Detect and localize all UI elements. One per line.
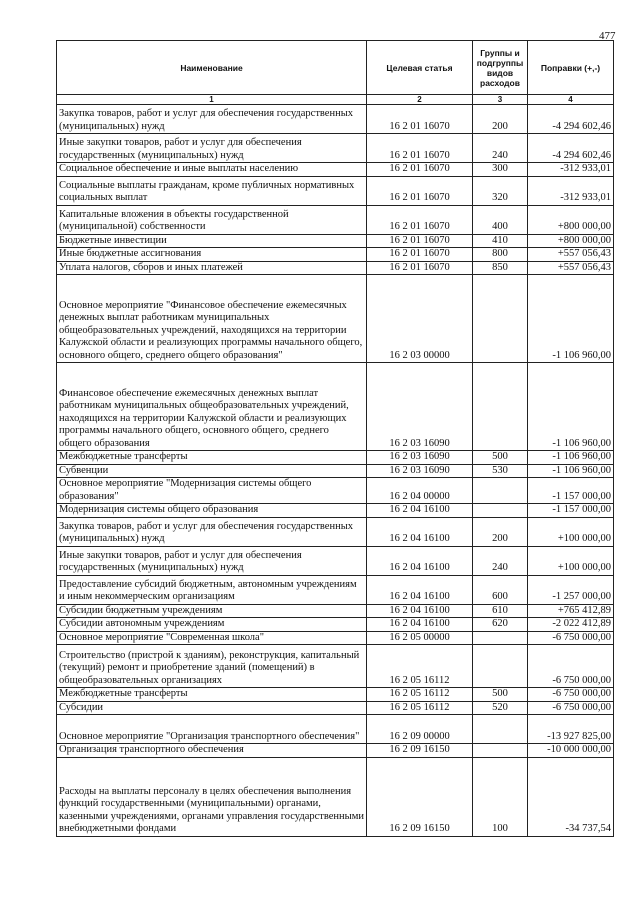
row-name-cell: Строительство (пристрой к зданиям), реконструкция, капитальный (текущий) ремонт и приобретение зданий (помещений) в общеобразовательных организациях: [57, 645, 367, 688]
row-amount-cell: -6 750 000,00: [528, 631, 614, 645]
table-row: [57, 134, 614, 163]
row-target-cell: 16 2 04 16100: [367, 604, 473, 618]
column-header-amendment: Поправки (+,-): [528, 41, 614, 95]
row-name-cell: Субсидии: [57, 701, 367, 715]
row-name-cell: Бюджетные инвестиции: [57, 234, 367, 248]
row-group-cell: [473, 744, 528, 758]
column-number: 3: [473, 95, 528, 105]
row-target-cell: 16 2 03 00000: [367, 275, 473, 363]
row-target-cell: 16 2 01 16070: [367, 248, 473, 262]
table-body: [57, 105, 614, 837]
table-row: [57, 575, 614, 604]
row-group-cell: 600: [473, 575, 528, 604]
row-amount-cell: -6 750 000,00: [528, 688, 614, 702]
table-row: [57, 163, 614, 177]
row-target-cell: 16 2 03 16090: [367, 451, 473, 465]
row-name-cell: Субсидии бюджетным учреждениям: [57, 604, 367, 618]
row-target-cell: 16 2 09 00000: [367, 715, 473, 744]
row-group-cell: [473, 715, 528, 744]
table-row: [57, 105, 614, 134]
row-group-cell: 300: [473, 163, 528, 177]
row-name-cell: Межбюджетные трансферты: [57, 451, 367, 465]
row-name-cell: Закупка товаров, работ и услуг для обеспечения государственных (муниципальных) нужд: [57, 105, 367, 134]
row-name-cell: Основное мероприятие "Организация транспортного обеспечения": [57, 715, 367, 744]
row-group-cell: 240: [473, 134, 528, 163]
row-amount-cell: -1 106 960,00: [528, 451, 614, 465]
row-name-cell: Межбюджетные трансферты: [57, 688, 367, 702]
row-amount-cell: -312 933,01: [528, 163, 614, 177]
table-row: [57, 275, 614, 363]
row-group-cell: 400: [473, 205, 528, 234]
row-name-cell: Иные бюджетные ассигнования: [57, 248, 367, 262]
row-name-cell: Субвенции: [57, 464, 367, 478]
row-target-cell: 16 2 01 16070: [367, 261, 473, 275]
table-row: [57, 701, 614, 715]
row-target-cell: 16 2 05 16112: [367, 701, 473, 715]
row-group-cell: 620: [473, 618, 528, 632]
budget-amendments-table: [56, 40, 614, 837]
row-name-cell: Основное мероприятие "Финансовое обеспечение ежемесячных денежных выплат работникам муниципальных общеобразовательных учреждений, находящихся на территории Калужской области и реализующих программы начального общего, основного общего, среднего общего образования": [57, 275, 367, 363]
row-amount-cell: -1 106 960,00: [528, 275, 614, 363]
row-group-cell: [473, 631, 528, 645]
table-row: [57, 261, 614, 275]
row-name-cell: Основное мероприятие "Современная школа": [57, 631, 367, 645]
row-name-cell: Капитальные вложения в объекты государственной (муниципальной) собственности: [57, 205, 367, 234]
row-target-cell: 16 2 09 16150: [367, 757, 473, 836]
row-target-cell: 16 2 04 16100: [367, 517, 473, 546]
row-name-cell: Иные закупки товаров, работ и услуг для обеспечения государственных (муниципальных) нужд: [57, 134, 367, 163]
row-amount-cell: +800 000,00: [528, 234, 614, 248]
row-amount-cell: +100 000,00: [528, 517, 614, 546]
row-amount-cell: +765 412,89: [528, 604, 614, 618]
row-name-cell: Модернизация системы общего образования: [57, 504, 367, 518]
row-target-cell: 16 2 01 16070: [367, 163, 473, 177]
table-row: [57, 688, 614, 702]
row-target-cell: 16 2 04 16100: [367, 546, 473, 575]
row-group-cell: 500: [473, 451, 528, 465]
table-row: [57, 464, 614, 478]
table-header-row: [57, 41, 614, 95]
row-target-cell: 16 2 05 16112: [367, 645, 473, 688]
row-name-cell: Предоставление субсидий бюджетным, автономным учреждениям и иным некоммерческим организациям: [57, 575, 367, 604]
row-group-cell: [473, 275, 528, 363]
row-name-cell: Основное мероприятие "Модернизация системы общего образования": [57, 478, 367, 504]
row-name-cell: Иные закупки товаров, работ и услуг для обеспечения государственных (муниципальных) нужд: [57, 546, 367, 575]
table-row: [57, 504, 614, 518]
row-group-cell: 500: [473, 688, 528, 702]
column-header-target: Целевая статья: [367, 41, 473, 95]
row-amount-cell: -1 257 000,00: [528, 575, 614, 604]
row-target-cell: 16 2 01 16070: [367, 176, 473, 205]
table-row: [57, 248, 614, 262]
table-row: [57, 451, 614, 465]
table-row: [57, 618, 614, 632]
row-amount-cell: -6 750 000,00: [528, 645, 614, 688]
row-target-cell: 16 2 01 16070: [367, 234, 473, 248]
row-amount-cell: -6 750 000,00: [528, 701, 614, 715]
column-header-name: Наименование: [57, 41, 367, 95]
row-name-cell: Закупка товаров, работ и услуг для обеспечения государственных (муниципальных) нужд: [57, 517, 367, 546]
table-row: [57, 645, 614, 688]
row-amount-cell: -1 157 000,00: [528, 478, 614, 504]
row-amount-cell: -1 106 960,00: [528, 363, 614, 451]
row-target-cell: 16 2 05 16112: [367, 688, 473, 702]
row-amount-cell: +557 056,43: [528, 261, 614, 275]
page-number: 477: [599, 30, 616, 42]
row-amount-cell: -2 022 412,89: [528, 618, 614, 632]
column-number: 1: [57, 95, 367, 105]
row-target-cell: 16 2 04 00000: [367, 478, 473, 504]
row-group-cell: 100: [473, 757, 528, 836]
row-amount-cell: -10 000 000,00: [528, 744, 614, 758]
row-group-cell: [473, 645, 528, 688]
row-group-cell: 610: [473, 604, 528, 618]
column-number: 4: [528, 95, 614, 105]
row-group-cell: 240: [473, 546, 528, 575]
row-target-cell: 16 2 03 16090: [367, 363, 473, 451]
row-target-cell: 16 2 04 16100: [367, 504, 473, 518]
row-target-cell: 16 2 05 00000: [367, 631, 473, 645]
table-row: [57, 715, 614, 744]
row-group-cell: [473, 504, 528, 518]
column-number-row: [57, 95, 614, 105]
row-name-cell: Уплата налогов, сборов и иных платежей: [57, 261, 367, 275]
row-target-cell: 16 2 04 16100: [367, 618, 473, 632]
table-row: [57, 604, 614, 618]
table-row: [57, 205, 614, 234]
row-name-cell: Организация транспортного обеспечения: [57, 744, 367, 758]
row-group-cell: 410: [473, 234, 528, 248]
row-group-cell: 320: [473, 176, 528, 205]
row-amount-cell: +557 056,43: [528, 248, 614, 262]
row-target-cell: 16 2 09 16150: [367, 744, 473, 758]
table-row: [57, 546, 614, 575]
table-row: [57, 478, 614, 504]
row-target-cell: 16 2 01 16070: [367, 134, 473, 163]
row-target-cell: 16 2 01 16070: [367, 105, 473, 134]
row-amount-cell: -4 294 602,46: [528, 105, 614, 134]
row-target-cell: 16 2 04 16100: [367, 575, 473, 604]
table-row: [57, 176, 614, 205]
table-row: [57, 744, 614, 758]
row-amount-cell: -312 933,01: [528, 176, 614, 205]
row-group-cell: [473, 363, 528, 451]
row-group-cell: 200: [473, 517, 528, 546]
row-name-cell: Социальные выплаты гражданам, кроме публичных нормативных социальных выплат: [57, 176, 367, 205]
row-group-cell: 520: [473, 701, 528, 715]
row-amount-cell: +800 000,00: [528, 205, 614, 234]
row-name-cell: Социальное обеспечение и иные выплаты населению: [57, 163, 367, 177]
table-row: [57, 631, 614, 645]
row-target-cell: 16 2 01 16070: [367, 205, 473, 234]
table-row: [57, 757, 614, 836]
row-amount-cell: -34 737,54: [528, 757, 614, 836]
row-group-cell: [473, 478, 528, 504]
table-row: [57, 234, 614, 248]
row-amount-cell: -13 927 825,00: [528, 715, 614, 744]
table-row: [57, 517, 614, 546]
row-group-cell: 850: [473, 261, 528, 275]
row-group-cell: 800: [473, 248, 528, 262]
table-row: [57, 363, 614, 451]
row-name-cell: Расходы на выплаты персоналу в целях обеспечения выполнения функций государственными (муниципальными) органами, казенными учреждениями, органами управления государственными внебюджетными фондами: [57, 757, 367, 836]
row-amount-cell: -4 294 602,46: [528, 134, 614, 163]
row-amount-cell: -1 106 960,00: [528, 464, 614, 478]
row-group-cell: 530: [473, 464, 528, 478]
row-group-cell: 200: [473, 105, 528, 134]
row-amount-cell: +100 000,00: [528, 546, 614, 575]
row-name-cell: Финансовое обеспечение ежемесячных денежных выплат работникам муниципальных общеобразовательных учреждений, находящихся на территории Калужской области и реализующих программы начального общего, основного общего, среднего общего образования: [57, 363, 367, 451]
row-name-cell: Субсидии автономным учреждениям: [57, 618, 367, 632]
row-target-cell: 16 2 03 16090: [367, 464, 473, 478]
row-amount-cell: -1 157 000,00: [528, 504, 614, 518]
column-number: 2: [367, 95, 473, 105]
column-header-group: Группы и подгруппы видов расходов: [473, 41, 528, 95]
